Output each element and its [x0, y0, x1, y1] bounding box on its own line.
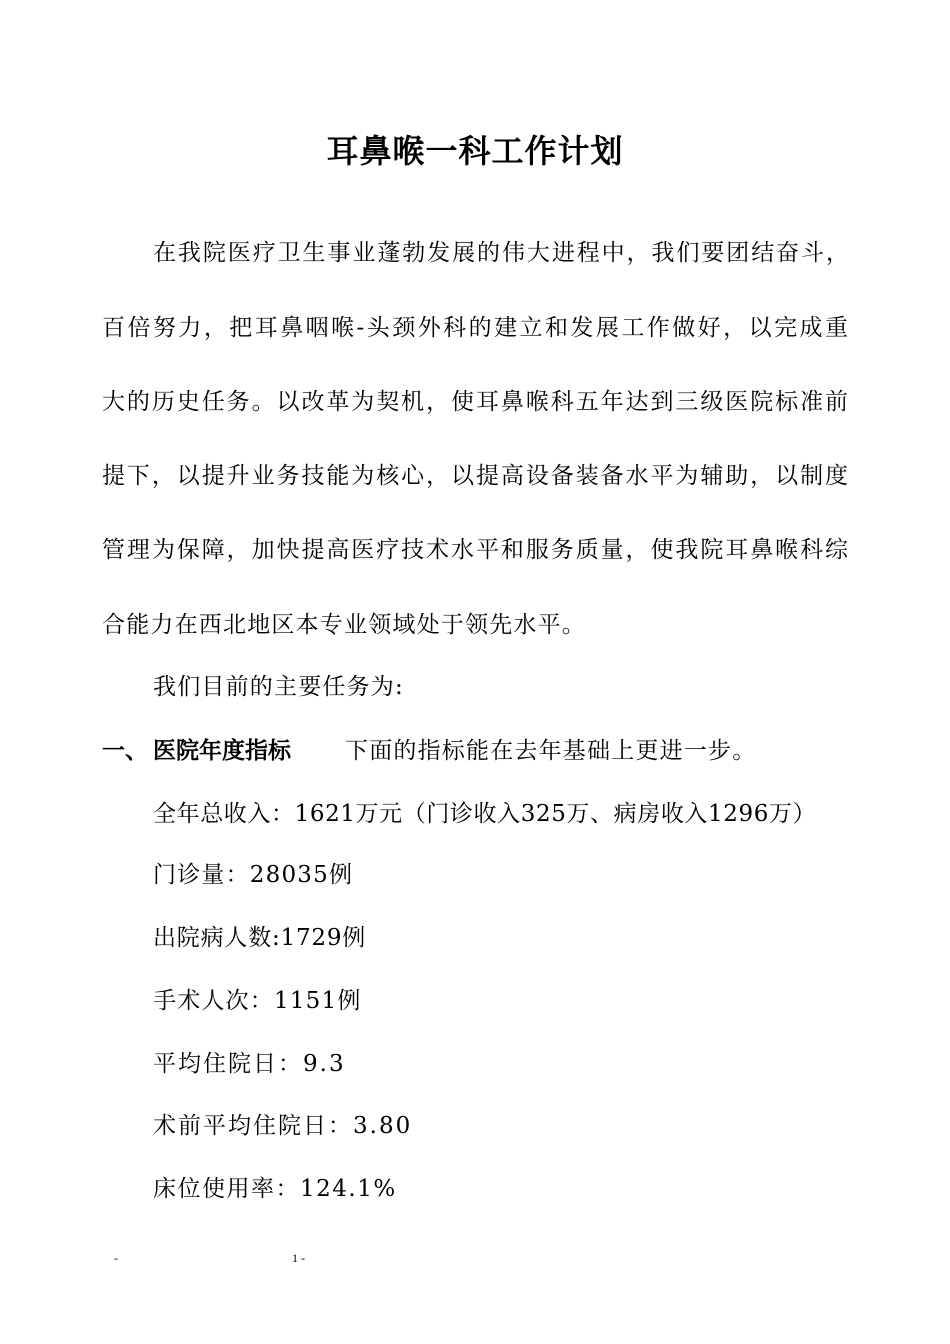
section-text: 下面的指标能在去年基础上更进一步。 [345, 738, 757, 764]
intro-line: 大的历史任务。以改革为契机，使耳鼻喉科五年达到三级医院标准前 [102, 389, 848, 415]
intro-line: 提下，以提升业务技能为核心，以提高设备装备水平为辅助，以制度 [102, 463, 848, 489]
intro-line: 在我院医疗卫生事业蓬勃发展的伟大进程中，我们要团结奋斗， [153, 240, 849, 266]
indicator-item: 门诊量：28035例 [153, 862, 354, 888]
intro-line: 管理为保障，加快提高医疗技术水平和服务质量，使我院耳鼻喉科综 [102, 537, 848, 563]
intro-line: 百倍努力，把耳鼻咽喉-头颈外科的建立和发展工作做好，以完成重 [102, 315, 848, 341]
indicator-item: 术前平均住院日：3.80 [153, 1113, 413, 1139]
document-title: 耳鼻喉一科工作计划 [326, 132, 624, 170]
indicator-item: 平均住院日：9.3 [153, 1051, 346, 1077]
section-heading: 医院年度指标 [153, 738, 291, 764]
indicator-item: 全年总收入：1621万元（门诊收入325万、病房收入1296万） [153, 801, 817, 827]
indicator-item: 床位使用率：124.1% [153, 1176, 397, 1202]
section-number: 一、 [102, 738, 148, 764]
indicator-item: 手术人次：1151例 [153, 988, 362, 1014]
page-number: 1 - [292, 1251, 305, 1265]
tasks-intro: 我们目前的主要任务为: [153, 674, 404, 700]
footer-left-mark: - [114, 1251, 118, 1265]
indicator-item: 出院病人数:1729例 [153, 925, 367, 951]
intro-line: 合能力在西北地区本专业领域处于领先水平。 [102, 612, 586, 638]
